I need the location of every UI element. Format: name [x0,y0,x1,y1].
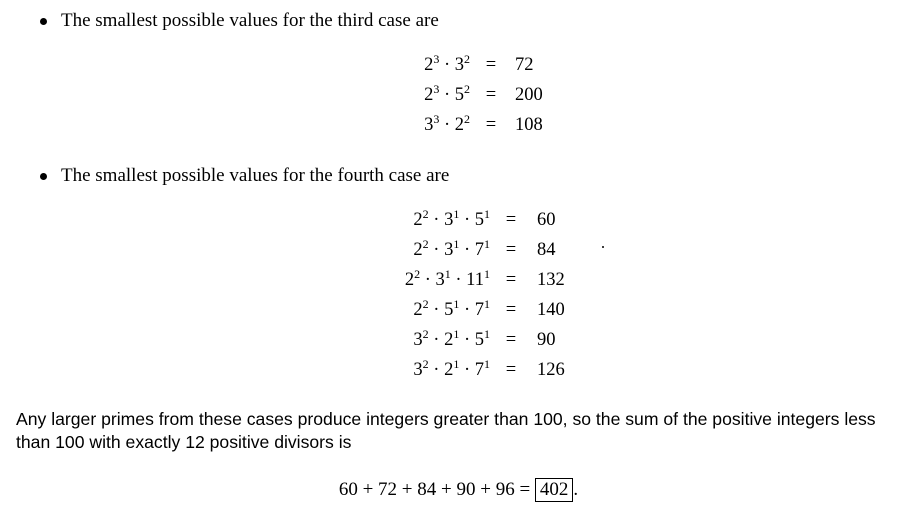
factor-exponent: 2 [464,52,470,66]
bullet-third-case-text: The smallest possible values for the third case are [61,10,439,31]
factor-exponent: 1 [484,267,490,281]
factor-exponent: 2 [414,267,421,281]
factor-exponent: 1 [453,327,460,341]
factor-base: 2 [413,210,423,230]
factor-exponent: 3 [433,82,440,96]
factor-exponent: 1 [484,327,490,341]
equals-sign: = [505,240,517,260]
factor-exponent: 2 [422,297,429,311]
multiply-dot: · [428,240,445,260]
equals-sign: = [505,300,517,320]
factor-base: 2 [404,270,415,290]
multiply-dot: · [439,115,455,135]
bullet-dot-icon [40,173,47,180]
multiply-dot: · [439,55,455,75]
bullet-fourth-case [40,165,449,187]
equation-row [0,205,917,235]
bullet-dot-icon [40,18,47,25]
equation-lhs [413,295,490,325]
factor-base: 7 [474,240,484,260]
equation-row [0,50,917,80]
factor-base: 3 [444,210,454,230]
multiply-dot: · [428,330,445,350]
factor-base: 3 [454,55,464,75]
bullet-third-case [40,10,439,32]
multiply-dot: · [459,300,475,320]
fourth-case-equations [0,205,917,385]
equation-rhs: 60 [537,210,556,230]
factor-exponent: 1 [453,237,460,251]
final-period: . [573,479,579,500]
multiply-dot: · [420,270,436,290]
factor-exponent: 1 [444,267,451,281]
factor-exponent: 3 [433,52,440,66]
equals-sign: = [505,210,517,230]
multiply-dot: · [428,300,445,320]
factor-exponent: 1 [453,207,460,221]
factor-exponent: 1 [484,237,490,251]
equation-rhs: 132 [537,270,565,290]
factor-base: 11 [466,270,484,290]
factor-exponent: 2 [422,327,429,341]
factor-base: 3 [435,270,445,290]
factor-base: 2 [424,85,434,105]
factor-exponent: 1 [453,297,460,311]
third-case-equations [0,50,917,140]
equation-rhs: 90 [537,330,556,350]
equals-sign: = [485,55,497,75]
conclusion-paragraph: Any larger primes from these cases produce integers greater than 100, so the sum of the positive integers less than 100 with exactly 12 positive divisors is [16,409,876,452]
factor-base: 2 [413,240,423,260]
equals-sign: = [505,330,517,350]
factor-base: 3 [413,330,423,350]
multiply-dot: · [439,85,455,105]
factor-base: 7 [474,360,484,380]
factor-exponent: 1 [453,357,460,371]
factor-exponent: 3 [433,112,440,126]
factor-exponent: 1 [484,357,490,371]
equation-rhs: 126 [537,360,565,380]
equation-rhs: 84 [537,240,556,260]
equals-sign: = [485,115,497,135]
stray-dot [602,246,604,248]
equation-lhs [405,265,490,295]
equation-row [0,80,917,110]
equation-rhs: 140 [537,300,565,320]
factor-base: 5 [474,330,484,350]
multiply-dot: · [459,360,475,380]
factor-exponent: 1 [484,297,490,311]
equation-lhs [413,235,490,265]
equation-lhs [413,325,490,355]
factor-base: 5 [444,300,454,320]
final-expression: 60 + 72 + 84 + 90 + 96 = [338,479,535,500]
multiply-dot: · [459,240,475,260]
multiply-dot: · [459,330,475,350]
factor-base: 3 [444,240,454,260]
multiply-dot: · [428,210,445,230]
bullet-fourth-case-text: The smallest possible values for the fourth case are [61,165,450,186]
factor-exponent: 1 [484,207,490,221]
factor-base: 2 [424,55,434,75]
multiply-dot: · [428,360,445,380]
factor-base: 7 [474,300,484,320]
factor-base: 2 [413,300,423,320]
factor-base: 5 [474,210,484,230]
equation-rhs: 200 [515,85,543,105]
equation-lhs [413,205,490,235]
multiply-dot: · [450,270,467,290]
multiply-dot: · [459,210,475,230]
equation-row [0,235,917,265]
equation-lhs [424,80,470,110]
equation-row [0,355,917,385]
equation-lhs [413,355,490,385]
factor-base: 3 [413,360,423,380]
factor-exponent: 2 [464,82,470,96]
factor-base: 2 [444,360,454,380]
equation-rhs: 108 [515,115,543,135]
equals-sign: = [485,85,497,105]
factor-exponent: 2 [422,237,429,251]
equation-lhs [424,50,470,80]
equation-rhs: 72 [515,55,534,75]
factor-base: 5 [454,85,464,105]
factor-exponent: 2 [422,207,429,221]
equation-row [0,110,917,140]
equation-row [0,295,917,325]
final-answer-box: 402 [535,478,574,502]
factor-exponent: 2 [422,357,429,371]
equals-sign: = [505,360,517,380]
factor-base: 3 [424,115,434,135]
factor-base: 2 [454,115,464,135]
equation-lhs [424,110,470,140]
factor-base: 2 [444,330,454,350]
factor-exponent: 2 [464,112,470,126]
equals-sign: = [505,270,517,290]
final-equation [0,478,917,502]
equation-row [0,265,917,295]
equation-row [0,325,917,355]
